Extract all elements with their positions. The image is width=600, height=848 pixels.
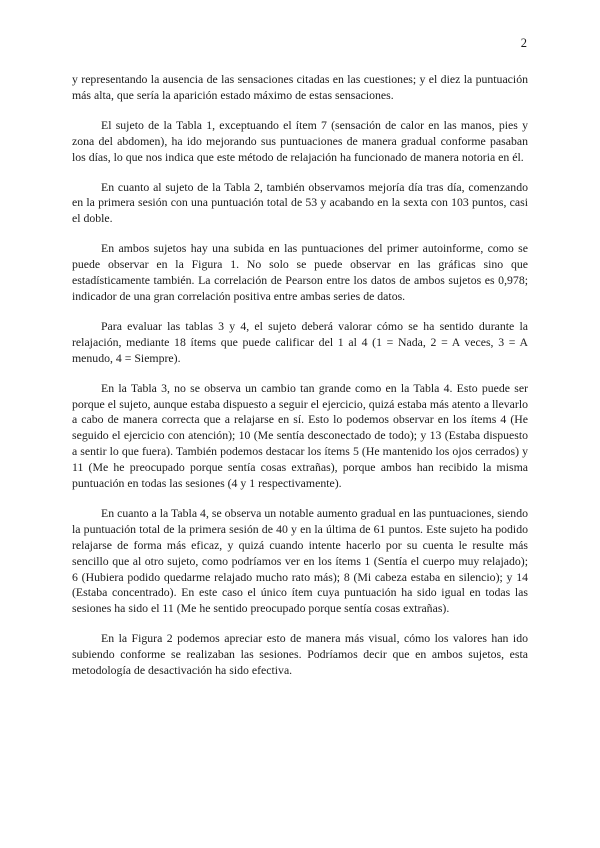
paragraph-1: y representando la ausencia de las sensaciones citadas en las cuestiones; y el diez la puntuación más alta, que sería la aparición estado máximo de estas sensaciones.	[72, 72, 528, 102]
paragraph-7: En cuanto a la Tabla 4, se observa un notable aumento gradual en las puntuaciones, siendo la puntuación total de la primera sesión de 40 y en la última de 61 puntos. Este sujeto ha podido relajarse de forma más eficaz, y quizá cuando intente hacerlo por su cuenta le resulte más sencillo que al otro sujeto, como podríamos ver en los ítems 1 (Sentía el cuerpo muy relajado); 6 (Hubiera podido quedarme relajado mucho rato más); 8 (Mi cabeza estaba en silencio); y 14 (Estaba concentrado). En este caso el único ítem cuya puntuación ha sido igual en todas las sesiones ha sido el 11 (Me he sentido preocupado porque sentía cosas extrañas).	[72, 505, 528, 616]
paragraph-8: En la Figura 2 podemos apreciar esto de manera más visual, cómo los valores han ido subiendo conforme se realizaban las sesiones. Podríamos decir que en ambos sujetos, esta metodología de desactivación ha sido efectiva.	[72, 631, 528, 678]
page-number: 2	[520, 36, 527, 50]
paragraph-5: Para evaluar las tablas 3 y 4, el sujeto deberá valorar cómo se ha sentido durante la relajación, mediante 18 ítems que puede calificar del 1 al 4 (1 = Nada, 2 = A veces, 3 = A menudo, 4 = Siempre).	[72, 318, 528, 365]
paragraph-4: En ambos sujetos hay una subida en las puntuaciones del primer autoinforme, como se puede observar en la Figura 1. No solo se puede observar en las gráficas sino que estadísticamente también. La correlación de Pearson entre los datos de ambos sujetos es 0,978; indicador de una gran correlación positiva entre ambas series de datos.	[72, 241, 528, 303]
paragraph-2: El sujeto de la Tabla 1, exceptuando el ítem 7 (sensación de calor en las manos, pies y zona del abdomen), ha ido mejorando sus puntuaciones de manera gradual conforme pasaban los días, lo que nos indica que este método de relajación ha funcionado de manera notoria en él.	[72, 117, 528, 164]
paragraph-6: En la Tabla 3, no se observa un cambio tan grande como en la Tabla 4. Esto puede ser porque el sujeto, aunque estaba dispuesto a seguir el ejercicio, quizá estaba más atento a llevarlo a cabo de manera correcta que a relajarse en sí. Esto lo podemos observar en los ítems 4 (He seguido el ejercicio con atención); 10 (Me sentía desconectado de todo); y 13 (Estaba dispuesto a sentir lo que fuera). También podemos destacar los ítems 5 (He mantenido los ojos cerrados) y 11 (Me he preocupado porque sentía cosas extrañas), porque ambos han recibido la misma puntuación en todas las sesiones (4 y 1 respectivamente).	[72, 380, 528, 491]
paragraph-3: En cuanto al sujeto de la Tabla 2, también observamos mejoría día tras día, comenzando en la primera sesión con una puntuación total de 53 y acabando en la sexta con 103 puntos, casi el doble.	[72, 179, 528, 226]
